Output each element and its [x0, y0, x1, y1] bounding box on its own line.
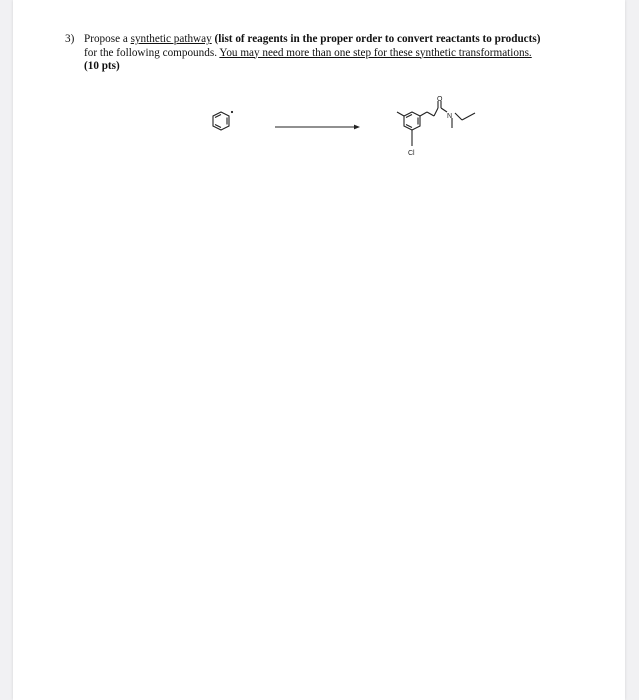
atom-chlorine: Cl — [408, 150, 415, 157]
question-line2-underlined: You may need more than one step for these synthetic transformations. — [219, 46, 532, 59]
question-line2: for the following compounds. — [84, 46, 220, 59]
question-number: 3) — [65, 33, 75, 45]
product-molecule — [397, 101, 475, 146]
question-instruction-bold: (list of reagents in the proper order to convert reactants to products) — [211, 33, 541, 45]
reaction-scheme — [13, 0, 625, 700]
synthetic-pathway-underlined: synthetic pathway — [130, 33, 212, 45]
question-intro: Propose a — [84, 33, 131, 45]
question-points: (10 pts) — [84, 60, 120, 72]
reaction-arrow — [275, 125, 360, 130]
atom-nitrogen: N — [447, 113, 453, 120]
radical-dot-icon — [231, 111, 233, 113]
atom-oxygen: O — [437, 96, 443, 103]
document-page — [13, 0, 625, 700]
reactant-benzene — [213, 112, 229, 130]
